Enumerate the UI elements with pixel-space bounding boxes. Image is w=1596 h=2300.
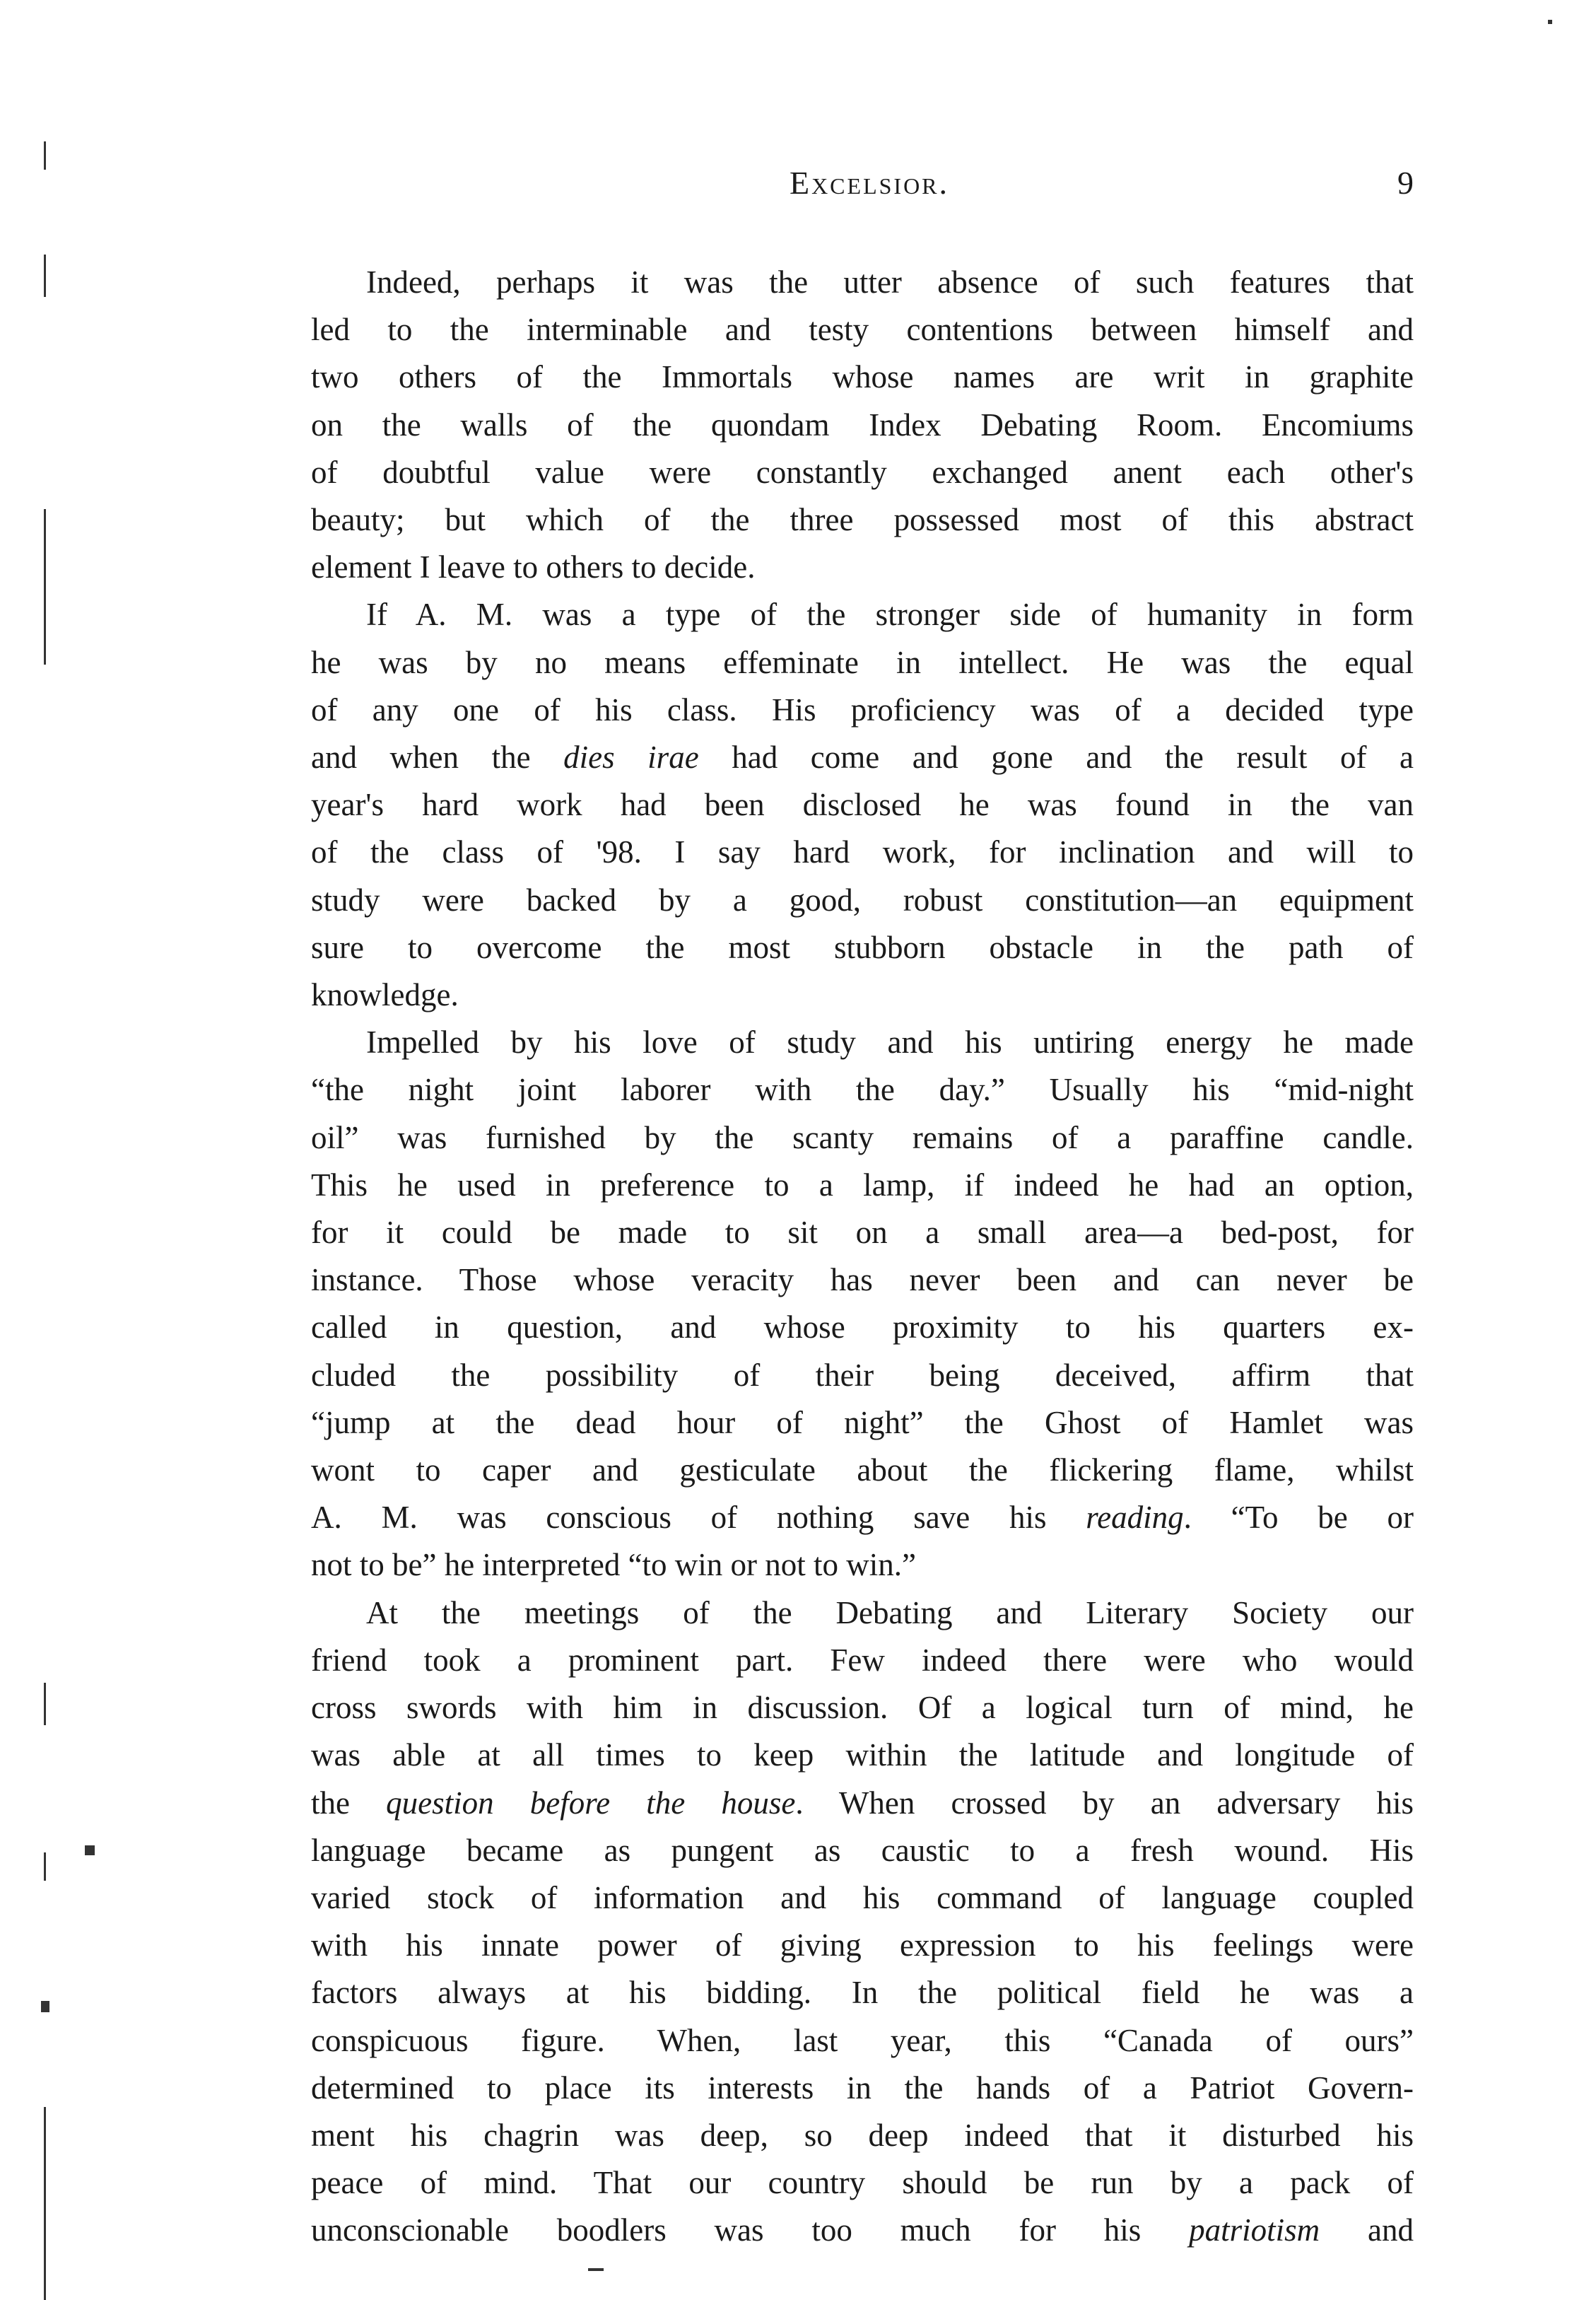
text-line: factors always at his bidding. In the political field he was a (311, 1975, 1414, 2011)
left-edge-speck (41, 2001, 49, 2012)
text-line: “the night joint laborer with the day.” Usually his “mid-night (311, 1072, 1414, 1108)
text-line: Impelled by his love of study and his untiring energy he made (366, 1025, 1414, 1061)
text-line: friend took a prominent part. Few indeed there were who would (311, 1642, 1414, 1678)
bottom-mark (588, 2268, 604, 2271)
text-line: ment his chagrin was deep, so deep indeed that it disturbed his (311, 2117, 1414, 2153)
text-line: called in question, and whose proximity to his quarters ex- (311, 1309, 1414, 1345)
paragraph (311, 1019, 1414, 1589)
text-line: wont to caper and gesticulate about the flickering flame, whilst (311, 1452, 1414, 1488)
text-line: Indeed, perhaps it was the utter absence of such features that (366, 264, 1414, 300)
left-edge-mark (44, 1852, 46, 1881)
text-line: the question before the house. When crossed by an adversary his (311, 1785, 1414, 1821)
text-line: for it could be made to sit on a small area—a bed-post, for (311, 1215, 1414, 1251)
text-line: element I leave to others to decide. (311, 549, 756, 585)
paragraph (311, 591, 1414, 1019)
text-line: study were backed by a good, robust constitution—an equipment (311, 882, 1414, 918)
text-line: year's hard work had been disclosed he was found in the van (311, 787, 1414, 823)
text-line: not to be” he interpreted “to win or not to win.” (311, 1547, 917, 1583)
text-line: conspicuous figure. When, last year, this “Canada of ours” (311, 2022, 1414, 2058)
left-edge-mark (44, 255, 46, 297)
text-line: cross swords with him in discussion. Of a logical turn of mind, he (311, 1690, 1414, 1726)
text-line: was able at all times to keep within the latitude and longitude of (311, 1737, 1414, 1773)
text-line: and when the dies irae had come and gone and the result of a (311, 740, 1414, 776)
text-line: of doubtful value were constantly exchanged anent each other's (311, 454, 1414, 490)
left-edge-mark (44, 2107, 46, 2300)
paragraph (311, 259, 1414, 591)
page-header (311, 164, 1428, 221)
text-line: of any one of his class. His proficiency was of a decided type (311, 691, 1414, 728)
left-edge-speck (85, 1845, 95, 1855)
text-line: varied stock of information and his command of language coupled (311, 1879, 1414, 1915)
left-edge-mark (44, 141, 46, 170)
text-line: If A. M. was a type of the stronger side of humanity in form (366, 597, 1414, 633)
left-edge-mark (44, 608, 46, 665)
text-line: of the class of '98. I say hard work, for inclination and will to (311, 834, 1414, 870)
text-line: sure to overcome the most stubborn obstacle in the path of (311, 929, 1414, 965)
left-edge-mark (44, 1683, 46, 1725)
text-line: unconscionable boodlers was too much for his patriotism and (311, 2212, 1414, 2248)
text-line: determined to place its interests in the hands of a Patriot Govern- (311, 2070, 1414, 2106)
text-line: language became as pungent as caustic to a fresh wound. His (311, 1832, 1414, 1868)
body-text (311, 259, 1414, 2255)
text-line: knowledge. (311, 977, 459, 1013)
text-line: two others of the Immortals whose names are writ in graphite (311, 359, 1414, 395)
text-line: At the meetings of the Debating and Literary Society our (366, 1594, 1414, 1630)
text-line: A. M. was conscious of nothing save his reading. “To be or (311, 1500, 1414, 1536)
page-number: 9 (1397, 165, 1414, 201)
running-head: Excelsior. (789, 165, 950, 201)
text-line: cluded the possibility of their being deceived, affirm that (311, 1357, 1414, 1393)
right-edge-speck (1548, 20, 1552, 24)
text-line: This he used in preference to a lamp, if indeed he had an option, (311, 1167, 1414, 1203)
text-line: with his innate power of giving expression to his feelings were (311, 1927, 1414, 1963)
text-line: he was by no means effeminate in intellect. He was the equal (311, 644, 1414, 680)
text-line: beauty; but which of the three possessed most of this abstract (311, 502, 1414, 538)
text-line: “jump at the dead hour of night” the Ghost of Hamlet was (311, 1404, 1414, 1440)
text-line: peace of mind. That our country should be run by a pack of (311, 2165, 1414, 2201)
paragraph (311, 1589, 1414, 2255)
text-line: instance. Those whose veracity has never been and can never be (311, 1262, 1414, 1298)
text-line: on the walls of the quondam Index Debating Room. Encomiums (311, 407, 1414, 443)
text-line: oil” was furnished by the scanty remains of a paraffine candle. (311, 1119, 1414, 1155)
text-line: led to the interminable and testy contentions between himself and (311, 312, 1414, 348)
